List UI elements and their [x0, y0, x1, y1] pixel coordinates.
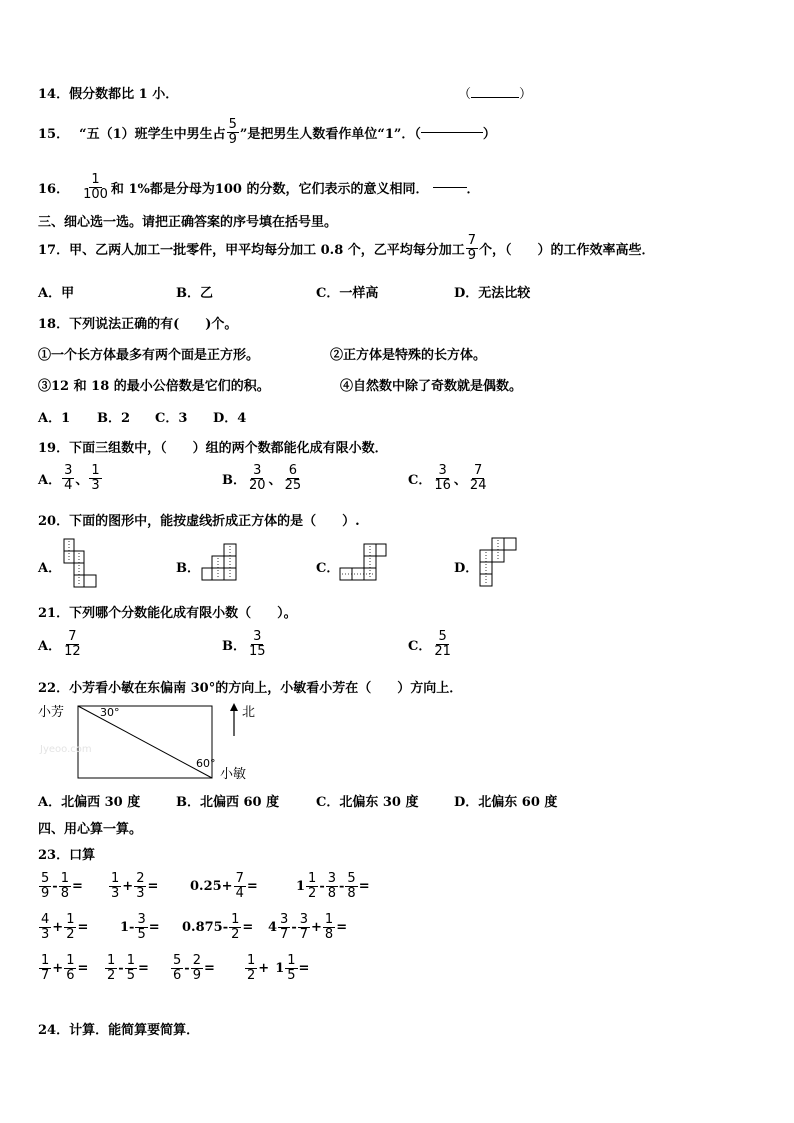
calc-r3c3: $\frac{5}{6}$ - $\frac{2}{9}$ =: [173, 953, 215, 983]
calc-r1c2: $\frac{1}{3}$ + $\frac{2}{3}$ =: [111, 871, 159, 901]
question-23: 23．口算: [38, 848, 96, 863]
option-17-c[interactable]: C．一样高: [316, 286, 379, 301]
option-21-b[interactable]: B． $\frac{3}{15}$: [222, 629, 266, 659]
option-22-c[interactable]: C．北偏东 30 度: [316, 795, 419, 810]
option-22-b[interactable]: B．北偏西 60 度: [176, 795, 280, 810]
option-22-d[interactable]: D．北偏东 60 度: [454, 795, 558, 810]
option-18-d[interactable]: D．4: [213, 411, 247, 426]
statement-4: ④自然数中除了奇数就是偶数。: [340, 379, 523, 394]
question-14-text: 14．假分数都比 1 小．: [38, 87, 179, 102]
question-14: [38, 83, 178, 102]
option-17-a[interactable]: A．甲: [38, 286, 75, 301]
question-22: 22．小芳看小敏在东偏南 30°的方向上，小敏看小芳在（ ）方向上．: [38, 681, 463, 696]
calc-r3c1: $\frac{1}{7}$ + $\frac{1}{6}$ =: [41, 953, 89, 983]
xiaofang-label: 小芳: [38, 705, 65, 720]
option-20-c[interactable]: C．: [316, 561, 340, 576]
fraction: $\frac{7}{9}$: [467, 233, 477, 263]
option-21-a[interactable]: A． $\frac{7}{12}$: [38, 629, 81, 659]
question-16: 16． $\frac{1}{100}$ 和 1%都是分母为100 的分数，它们表示的意义相同． ．: [38, 172, 480, 202]
calc-r1c1: $\frac{5}{9}$ - $\frac{1}{8}$ =: [41, 871, 83, 901]
question-19: 19．下面三组数中，（ ）组的两个数都能化成有限小数．: [38, 441, 388, 456]
cube-net-c: [338, 542, 390, 586]
north-arrow-icon: [230, 703, 238, 711]
option-19-a[interactable]: A． $\frac{3}{4}$ 、 $\frac{1}{3}$: [38, 463, 100, 493]
answer-blank-14[interactable]: （ ）: [458, 87, 533, 102]
option-18-b[interactable]: B．2: [97, 411, 131, 426]
fraction: $\frac{1}{100}$: [83, 172, 108, 202]
option-18-c[interactable]: C．3: [155, 411, 188, 426]
xiaomin-label: 小敏: [220, 767, 247, 782]
option-19-b[interactable]: B． $\frac{3}{20}$ 、 $\frac{6}{25}$: [222, 463, 302, 493]
question-20: 20．下面的图形中，能按虚线折成正方体的是（ ）.: [38, 514, 360, 529]
fraction: $\frac{5}{9}$: [228, 117, 237, 147]
option-20-b[interactable]: B．: [176, 561, 200, 576]
calc-r2c1: $\frac{4}{3}$ + $\frac{1}{2}$ =: [41, 912, 89, 942]
option-17-b[interactable]: B．乙: [176, 286, 213, 301]
question-21: 21．下列哪个分数能化成有限小数（ ）。: [38, 606, 297, 621]
statement-1: ①一个长方体最多有两个面是正方形。: [38, 348, 260, 363]
direction-diagram: [36, 700, 266, 786]
statement-2: ②正方体是特殊的长方体。: [330, 348, 487, 363]
section-4-heading: 四、用心算一算。: [38, 822, 143, 837]
cube-net-a: [60, 537, 102, 593]
option-21-c[interactable]: C． $\frac{5}{21}$: [408, 629, 451, 659]
statement-3: ③12 和 18 的最小公倍数是它们的积。: [38, 379, 270, 394]
calc-r3c4: $\frac{1}{2}$ + 1 $\frac{1}{5}$ =: [247, 953, 310, 983]
calc-r1c4: 1 $\frac{1}{2}$ - $\frac{3}{8}$ - $\frac{5}{8}$ =: [296, 871, 370, 901]
question-24: 24．计算．能简算要简算．: [38, 1023, 200, 1038]
calc-r2c3: 0.875- $\frac{1}{2}$ =: [182, 912, 254, 942]
calc-r1c3: 0.25+ $\frac{7}{4}$ =: [190, 871, 258, 901]
option-17-d[interactable]: D．无法比较: [454, 286, 531, 301]
question-15: 15． “五（1）班学生中男生占 $\frac{5}{9}$ ”是把男生人数看作单位“1”．（ ）: [38, 117, 496, 147]
option-20-a[interactable]: A．: [38, 561, 62, 576]
section-3-heading: 三、细心选一选。请把正确答案的序号填在括号里。: [38, 215, 338, 230]
angle-30-label: 30°: [100, 706, 120, 719]
answer-blank-16[interactable]: [433, 187, 467, 188]
option-22-a[interactable]: A．北偏西 30 度: [38, 795, 141, 810]
calc-r2c2: 1- $\frac{3}{5}$ =: [120, 912, 160, 942]
cube-net-d: [476, 536, 520, 592]
north-label: 北: [242, 705, 256, 720]
angle-60-label: 60°: [196, 757, 216, 770]
cube-net-b: [200, 542, 248, 586]
option-20-d[interactable]: D．: [454, 561, 479, 576]
question-18: 18．下列说法正确的有( )个。: [38, 317, 238, 332]
option-18-a[interactable]: A．1: [38, 411, 71, 426]
calc-r2c4: 4 $\frac{3}{7}$ - $\frac{3}{7}$ + $\frac{1}{8}$ =: [268, 912, 348, 942]
calc-r3c2: $\frac{1}{2}$ - $\frac{1}{5}$ =: [107, 953, 149, 983]
question-17: 17．甲、乙两人加工一批零件，甲平均每分加工 0.8 个，乙平均每分加工 $\frac{7}{9}$ 个，（ ）的工作效率高些．: [38, 233, 655, 263]
watermark: Jyeoo.com: [40, 744, 92, 755]
option-19-c[interactable]: C． $\frac{3}{16}$ 、 $\frac{7}{24}$: [408, 463, 487, 493]
answer-blank-15[interactable]: [421, 132, 483, 133]
